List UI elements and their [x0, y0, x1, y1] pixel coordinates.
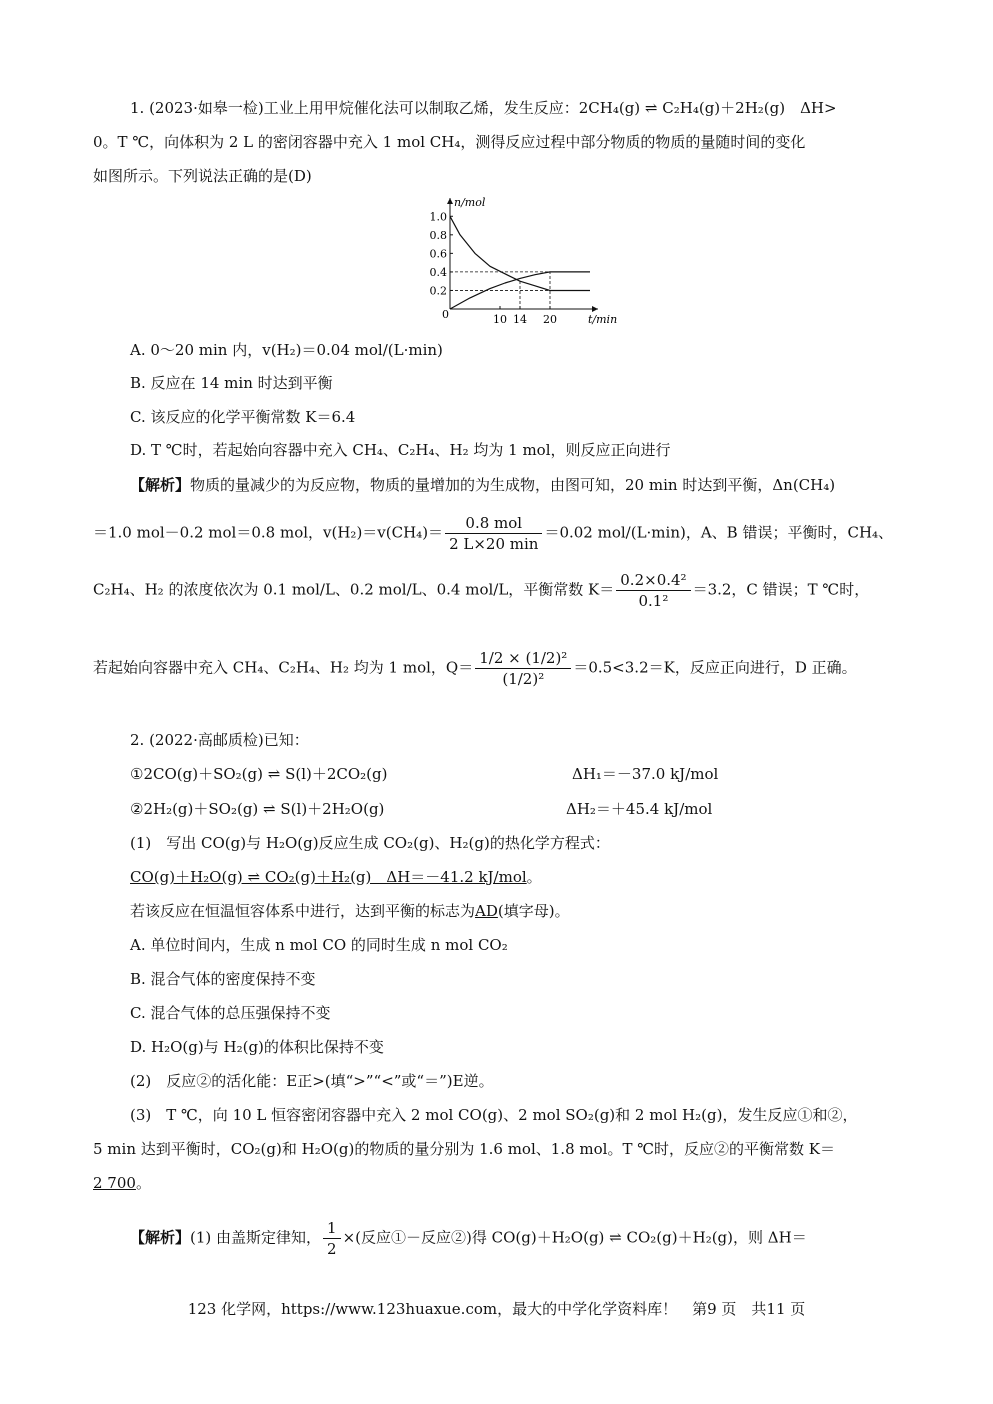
thermo-equation-answer: CO(g)＋H₂O(g) ⇌ CO₂(g)＋H₂(g) ΔH＝－41.2 kJ/mol [130, 868, 527, 886]
q2-option-c: C. 混合气体的总压强保持不变 [130, 1004, 331, 1022]
q2-part-1-answer-line [130, 867, 542, 887]
page-footer: 123 化学网，https://www.123huaxue.com，最大的中学化学资料库！ 第9 页 共11 页 [187, 1300, 806, 1318]
q2-option-b: B. 混合气体的密度保持不变 [130, 970, 316, 988]
analysis1-text-3b: ＝3.2，C 错误；T ℃时， [692, 580, 870, 599]
half-fraction-numerator: 1 [323, 1218, 341, 1239]
analysis1-text-4a: 若起始向容器中充入 CH₄、C₂H₄、H₂ 均为 1 mol，Q＝ [93, 658, 474, 677]
q1-option-c: C. 该反应的化学平衡常数 K＝6.4 [130, 408, 356, 426]
y-tick-label: 0.8 [429, 228, 447, 242]
q2-part-3-line-1: (3) T ℃，向 10 L 恒容密闭容器中充入 2 mol CO(g)、2 mol SO₂(g)和 2 mol H₂(g)，发生反应①和②， [130, 1106, 858, 1124]
half-fraction [323, 1218, 341, 1259]
q2-part-1b-suffix: (填字母)。 [497, 902, 570, 920]
y-axis-label: n/mol [454, 196, 486, 209]
equilibrium-constant-answer: 2 700 [93, 1174, 136, 1192]
x-tick-label: 10 [493, 313, 507, 326]
k-fraction [616, 570, 690, 611]
q1-option-d: D. T ℃时，若起始向容器中充入 CH₄、C₂H₄、H₂ 均为 1 mol，则反应正向进行 [130, 441, 671, 459]
series-line-1 [450, 216, 590, 290]
q2-part-1b-prefix: 若该反应在恒温恒容体系中进行，达到平衡的标志为 [130, 902, 476, 920]
chart [405, 192, 618, 332]
q1-option-b: B. 反应在 14 min 时达到平衡 [130, 374, 333, 392]
analysis1-text-1: 物质的量减少的为反应物，物质的量增加的为生成物，由图可知，20 min 时达到平衡，Δn(CH₄) [190, 476, 836, 494]
half-fraction-denominator: 2 [327, 1240, 337, 1258]
q-fraction [475, 648, 571, 689]
analysis2-text-b: ×(反应①－反应②)得 CO(g)＋H₂O(g) ⇌ CO₂(g)＋H₂(g)，则 ΔH＝ [342, 1228, 807, 1247]
q-fraction-numerator: 1/2 × (1/2)² [475, 648, 571, 669]
analysis2-line-1 [130, 1218, 807, 1259]
equilibrium-sign-answer: AD [475, 902, 498, 920]
x-tick-label: 20 [543, 313, 557, 326]
q2-part-3-line-2: 5 min 达到平衡时，CO₂(g)和 H₂O(g)的物质的量分别为 1.6 mol、1.8 mol。T ℃时，反应②的平衡常数 K＝ [93, 1140, 835, 1158]
x-axis-arrow [592, 306, 598, 312]
reaction-2-enthalpy: ΔH₂＝＋45.4 kJ/mol [566, 800, 713, 818]
reaction-2: ②2H₂(g)＋SO₂(g) ⇌ S(l)＋2H₂O(g) [130, 800, 385, 818]
q1-line-2: 0。T ℃，向体积为 2 L 的密闭容器中充入 1 mol CH₄，测得反应过程中部分物质的物质的量随时间的变化 [93, 133, 806, 151]
x-axis-label: t/min [588, 313, 618, 326]
k-fraction-denominator: 0.1² [638, 592, 669, 610]
y-tick-label: 0.6 [429, 247, 447, 261]
reaction-1: ①2CO(g)＋SO₂(g) ⇌ S(l)＋2CO₂(g) [130, 765, 388, 783]
origin-label: 0 [442, 308, 449, 321]
rate-fraction-denominator: 2 L×20 min [449, 535, 539, 553]
reaction-1-enthalpy: ΔH₁＝－37.0 kJ/mol [572, 765, 719, 783]
y-tick-label: 0.2 [429, 284, 447, 298]
analysis1-text-3a: C₂H₄、H₂ 的浓度依次为 0.1 mol/L、0.2 mol/L、0.4 mol/L，平衡常数 K＝ [93, 580, 615, 599]
q2-part-1b [130, 901, 570, 921]
x-tick-label: 14 [513, 313, 527, 326]
rate-fraction [445, 513, 542, 554]
q2-part-1-end: 。 [526, 868, 542, 886]
analysis1-line-4 [93, 648, 857, 689]
q2-heading: 2. (2022·高邮质检)已知： [130, 731, 309, 749]
q-fraction-denominator: (1/2)² [502, 670, 545, 688]
analysis-tag: 【解析】 [130, 1228, 191, 1247]
y-tick-label: 1.0 [429, 210, 447, 224]
y-axis-arrow [447, 198, 453, 204]
q2-part-3-answer-line [93, 1173, 151, 1193]
analysis1-text-4b: ＝0.5<3.2＝K，反应正向进行，D 正确。 [573, 658, 857, 677]
q1-line-1: 1. (2023·如皋一检)工业上用甲烷催化法可以制取乙烯，发生反应：2CH₄(g) ⇌ C₂H₄(g)＋2H₂(g) ΔH> [130, 99, 837, 117]
y-tick-label: 0.4 [429, 265, 447, 279]
analysis2-text-a: (1) 由盖斯定律知， [190, 1228, 322, 1247]
analysis1-text-2a: ＝1.0 mol－0.2 mol＝0.8 mol，v(H₂)＝v(CH₄)＝ [93, 523, 444, 542]
q1-option-a: A. 0～20 min 内，v(H₂)＝0.04 mol/(L·min) [130, 341, 443, 359]
analysis-tag: 【解析】 [130, 476, 191, 494]
q2-part-2: (2) 反应②的活化能：E正>(填“>”“<”或“＝”)E逆。 [130, 1072, 494, 1090]
q2-part-3-end: 。 [135, 1174, 151, 1192]
q1-line-3: 如图所示。下列说法正确的是(D) [93, 167, 312, 185]
q2-option-a: A. 单位时间内，生成 n mol CO 的同时生成 n mol CO₂ [130, 936, 508, 954]
rate-fraction-numerator: 0.8 mol [445, 513, 542, 534]
analysis1-line-1 [130, 475, 835, 495]
q2-part-1: (1) 写出 CO(g)与 H₂O(g)反应生成 CO₂(g)、H₂(g)的热化学方程式： [130, 834, 610, 852]
k-fraction-numerator: 0.2×0.4² [616, 570, 690, 591]
analysis1-text-2b: ＝0.02 mol/(L·min)，A、B 错误；平衡时，CH₄、 [544, 523, 894, 542]
analysis1-line-3 [93, 570, 869, 611]
q2-option-d: D. H₂O(g)与 H₂(g)的体积比保持不变 [130, 1038, 384, 1056]
analysis1-line-2 [93, 513, 893, 554]
